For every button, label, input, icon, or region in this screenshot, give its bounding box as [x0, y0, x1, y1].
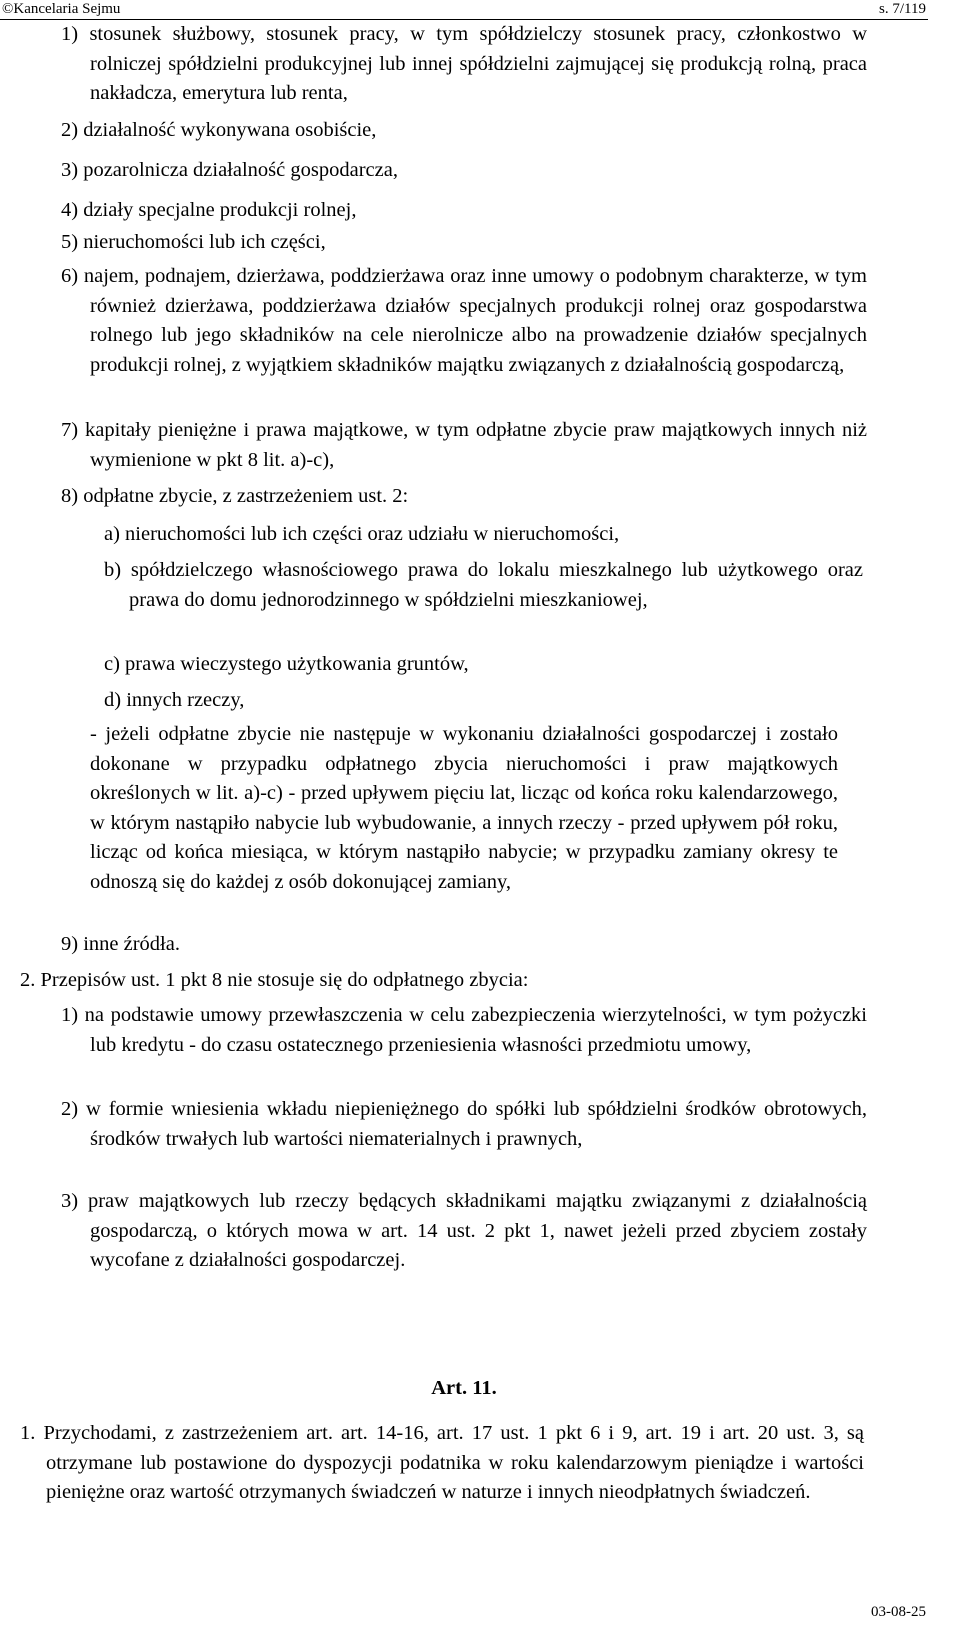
list-item: 4) działy specjalne produkcji rolnej, [61, 199, 357, 221]
list-item: 2) działalność wykonywana osobiście, [61, 119, 377, 141]
list-item: 8) odpłatne zbycie, z zastrzeżeniem ust. 2: [61, 485, 409, 507]
article-paragraph: 1. Przychodami, z zastrzeżeniem art. art. 14-16, art. 17 ust. 1 pkt 6 i 9, art. 19 i art. 20 ust. 3, są otrzymane lub postawione do dyspozycji podatnika w roku kalendarzowym pieniądze i wartości pieniężne oraz wartość otrzymanych świadczeń w naturze i innych nieodpłatnych świadczeń. [20, 1422, 864, 1503]
list-item: 6) najem, podnajem, dzierżawa, poddzierżawa oraz inne umowy o podobnym charakterze, w tym również dzierżawa, poddzierżawa działów specjalnych produkcji rolnej oraz gospodarstwa rolnego lub jego składników na cele nierolnicze albo na prowadzenie działów specjalnych produkcji rolnej, z wyjątkiem składników majątku związanych z działalnością gospodarczą, [61, 265, 867, 376]
dash-clause: - jeżeli odpłatne zbycie nie następuje w wykonaniu działalności gospodarczej i zostało dokonane w przypadku odpłatnego zbycia nieruchomości i praw majątkowych określonych w lit. a)-c) - przed upływem pięciu lat, licząc od końca roku kalendarzowego, w którym nastąpiło nabycie lub wybudowanie, a innych rzeczy - przed upływem pół roku, licząc od końca miesiąca, w którym nastąpiło nabycie; w przypadku zamiany okresy te odnoszą się do każdej z osób dokonującej zamiany, [90, 723, 838, 893]
header-publisher: ©Kancelaria Sejmu [2, 1, 121, 17]
list-item: 2) w formie wniesienia wkładu niepieniężnego do spółki lub spółdzielni środków obrotowych, środków trwałych lub wartości niematerialnych i prawnych, [61, 1098, 867, 1150]
list-item: 1) stosunek służbowy, stosunek pracy, w tym spółdzielczy stosunek pracy, członkostwo w rolniczej spółdzielni produkcyjnej lub innej spółdzielni zajmującej się produkcją rolną, praca nakładcza, emerytura lub renta, [61, 23, 867, 104]
list-item: 1) na podstawie umowy przewłaszczenia w celu zabezpieczenia wierzytelności, w tym pożyczki lub kredytu - do czasu ostatecznego przeniesienia własności przedmiotu umowy, [61, 1004, 867, 1056]
section-intro: 2. Przepisów ust. 1 pkt 8 nie stosuje się do odpłatnego zbycia: [20, 969, 529, 991]
footer-date: 03-08-25 [871, 1604, 926, 1620]
list-item: 5) nieruchomości lub ich części, [61, 231, 326, 253]
article-heading: Art. 11. [431, 1377, 497, 1399]
list-item: 9) inne źródła. [61, 933, 180, 955]
sub-item: c) prawa wieczystego użytkowania gruntów, [104, 653, 469, 675]
list-item: 3) praw majątkowych lub rzeczy będących składnikami majątku związanymi z działalnością gospodarczą, o których mowa w art. 14 ust. 2 pkt 1, nawet jeżeli przed zbyciem zostały wycofane z działalności gospodarczej. [61, 1190, 867, 1271]
list-item: 7) kapitały pieniężne i prawa majątkowe, w tym odpłatne zbycie praw majątkowych innych niż wymienione w pkt 8 lit. a)-c), [61, 419, 867, 471]
sub-item: b) spółdzielczego własnościowego prawa do lokalu mieszkalnego lub użytkowego oraz prawa do domu jednorodzinnego w spółdzielni mieszkaniowej, [104, 559, 863, 611]
list-item: 3) pozarolnicza działalność gospodarcza, [61, 159, 398, 181]
sub-item: a) nieruchomości lub ich części oraz udziału w nieruchomości, [104, 523, 620, 545]
sub-item: d) innych rzeczy, [104, 689, 245, 711]
header-page-number: s. 7/119 [879, 1, 926, 17]
